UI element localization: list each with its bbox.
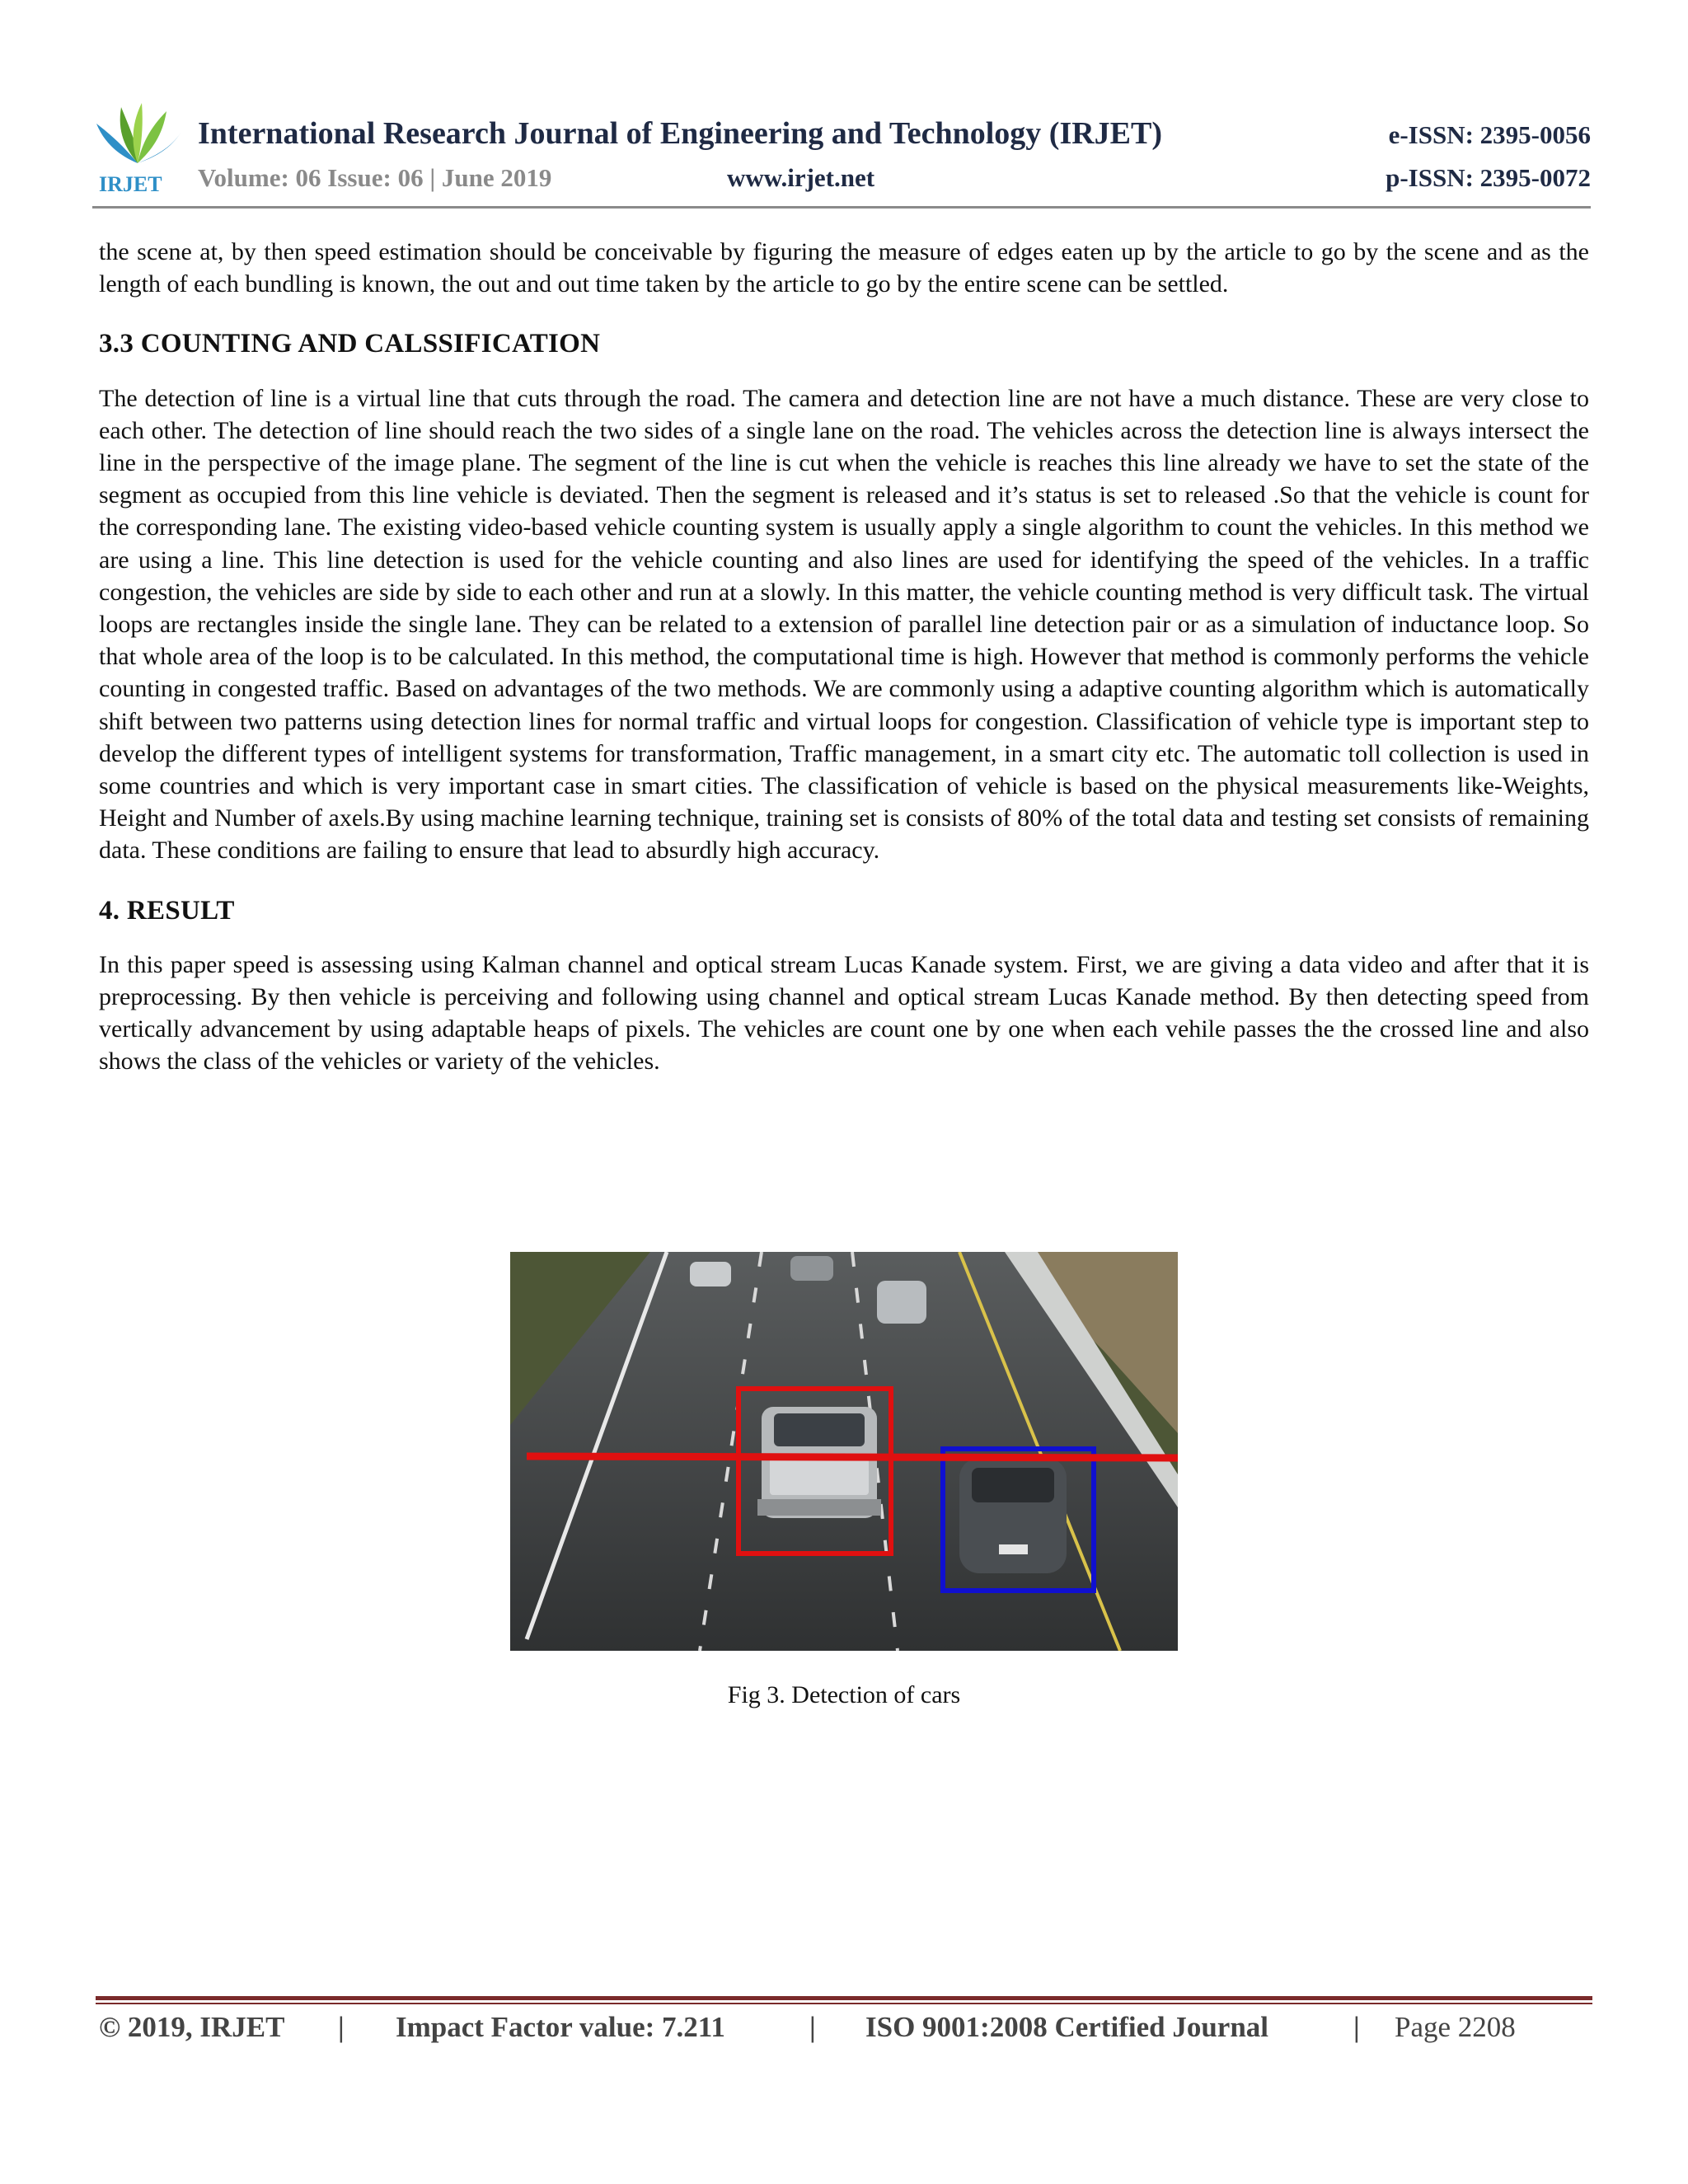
- footer-separator: |: [338, 2011, 345, 2043]
- logo-text: IRJET: [99, 172, 162, 196]
- footer-copyright: © 2019, IRJET: [99, 2011, 285, 2043]
- page-content: [99, 236, 1589, 1078]
- irjet-logo: [92, 99, 183, 198]
- footer-separator: |: [1353, 2011, 1360, 2043]
- detected-sedan: [959, 1458, 1067, 1573]
- footer-iso: ISO 9001:2008 Certified Journal: [865, 2011, 1269, 2043]
- eissn: e-ISSN: 2395-0056: [1388, 120, 1591, 149]
- section-3-3-paragraph: The detection of line is a virtual line that cuts through the road. The camera and detection line are not have a much distance. These are very close to each other. The detection of line should reach the two sides of a single lane on the road. The vehicles across the detection line is always intersect the line in the perspective of the image plane. The segment of the line is cut when the vehicle is reaches this line already we have to set the state of the segment as occupied from this line vehicle is deviated. Then the segment is released and it’s status is set to released .So that the vehicle is count for the corresponding lane. The existing video-based vehicle counting system is usually apply a single algorithm to count the vehicles. In this method we are using a line. This line detection is used for the vehicle counting and also lines are used for identifying the speed of the vehicles. In a traffic congestion, the vehicles are side by side to each other and run at a slowly. In this matter, the vehicle counting method is very difficult task. The virtual loops are rectangles inside the single lane. They can be related to a extension of parallel line detection pair or as a simulation of inductance loop. So that whole area of the loop is to be calculated. In this method, the computational time is high. However that method is commonly performs the vehicle counting in congested traffic. Based on advantages of the two methods. We are commonly using a adaptive counting algorithm which is automatically shift between two patterns using detection lines for normal traffic and virtual loops for congestion. Classification of vehicle type is important step to develop the different types of intelligent systems for transformation, Traffic management, in a smart city etc. The automatic toll collection is used in some countries and which is very important case in smart cities. The classification of vehicle is based on the physical measurements like-Weights, Height and Number of axels.By using machine learning technique, training set is consists of 80% of the total data and testing set consists of remaining data. These conditions are failing to ensure that lead to absurdly high accuracy.: [99, 384, 1589, 865]
- car-detection-image: [510, 1252, 1178, 1651]
- journal-title: International Research Journal of Engineering and Technology (IRJET): [198, 116, 1163, 151]
- figure-car-detection: [510, 1252, 1178, 1651]
- distant-car-2: [790, 1256, 833, 1281]
- page-header: [92, 99, 1591, 214]
- footer-impact-factor: Impact Factor value: 7.211: [396, 2011, 725, 2043]
- journal-website[interactable]: www.irjet.net: [727, 163, 875, 192]
- footer-rule-thin: [96, 2003, 1592, 2004]
- section-4-paragraph: In this paper speed is assessing using Kalman channel and optical stream Lucas Kanade system. First, we are giving a data video and after that it is preprocessing. By then vehicle is perceiving and following using channel and optical stream Lucas Kanade method. By then detecting speed from vertically advancement by using adaptable heaps of pixels. The vehicles are count one by one when each vehile passes the the crossed line and also shows the class of the vehicles or variety of the vehicles.: [99, 950, 1589, 1076]
- logo-leaves-icon: [96, 103, 181, 163]
- footer-separator: |: [809, 2011, 816, 2043]
- intro-paragraph: the scene at, by then speed estimation should be conceivable by figuring the measure of edges eaten up by the article to go by the scene and as the length of each bundling is known, the out and out time taken by the article to go by the entire scene can be settled.: [99, 238, 1589, 298]
- footer-rule-thick: [96, 1996, 1592, 2000]
- volume-info: Volume: 06 Issue: 06 | June 2019: [198, 163, 552, 192]
- section-3-3-heading: 3.3 COUNTING AND CALSSIFICATION: [99, 329, 601, 359]
- detected-truck: [757, 1407, 881, 1518]
- distant-car-3: [877, 1281, 926, 1324]
- pissn: p-ISSN: 2395-0072: [1386, 163, 1591, 192]
- header-rule: [92, 206, 1591, 209]
- distant-car-1: [690, 1262, 731, 1286]
- footer-page-number: Page 2208: [1395, 2011, 1516, 2043]
- section-4-heading: 4. RESULT: [99, 895, 235, 926]
- figure-caption: Fig 3. Detection of cars: [727, 1681, 961, 1708]
- detection-line: [527, 1456, 1178, 1458]
